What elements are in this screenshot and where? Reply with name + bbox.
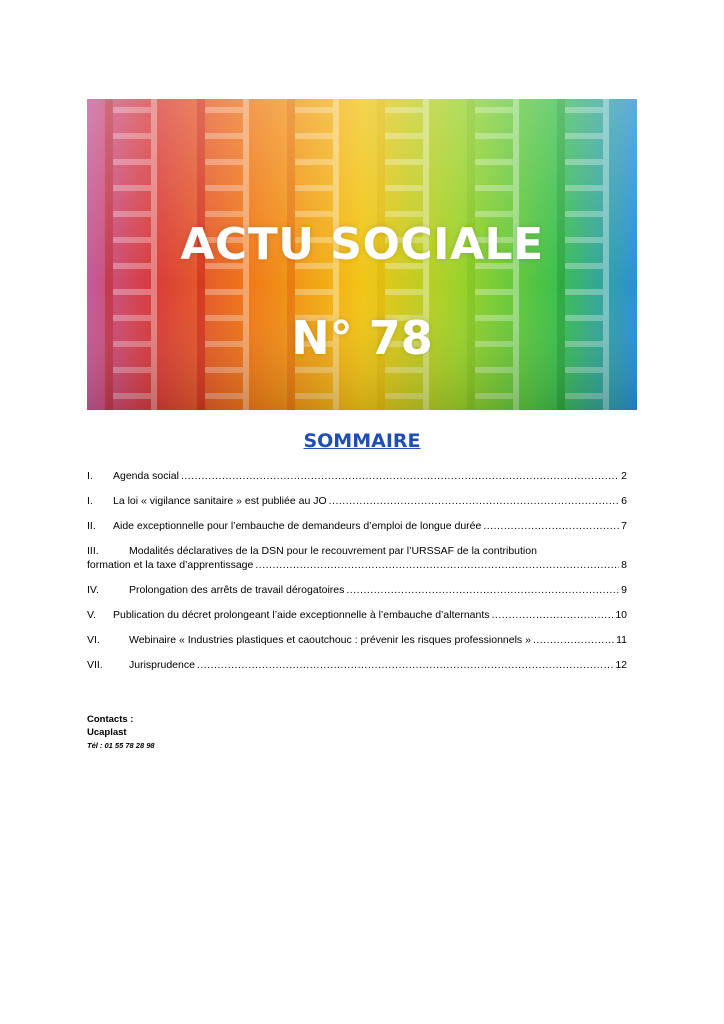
- toc-item[interactable]: [87, 584, 637, 597]
- toc-number: VII.: [87, 659, 103, 671]
- toc-item[interactable]: [87, 544, 637, 572]
- toc-title: Prolongation des arrêts de travail dérogatoires: [129, 584, 345, 596]
- toc-leader: [329, 495, 620, 508]
- toc-number: IV.: [87, 584, 99, 596]
- contacts-organization: Ucaplast: [87, 727, 127, 738]
- contacts-label: Contacts :: [87, 714, 134, 725]
- toc-number: II.: [87, 520, 96, 532]
- toc-item[interactable]: [87, 609, 637, 622]
- toc-leader: [346, 584, 619, 597]
- toc-number: V.: [87, 609, 96, 621]
- toc-leader: [255, 559, 619, 572]
- toc-number: III.: [87, 545, 99, 557]
- toc-title: Aide exceptionnelle pour l’embauche de demandeurs d’emploi de longue durée: [113, 520, 482, 532]
- sommaire-heading: SOMMAIRE: [303, 430, 421, 452]
- toc-page: 7: [621, 520, 627, 532]
- toc-leader: [197, 659, 613, 672]
- toc-title: Agenda social: [113, 470, 179, 482]
- toc-leader: [181, 470, 619, 483]
- toc-page: 10: [615, 609, 627, 621]
- toc-item[interactable]: [87, 520, 637, 533]
- toc-item[interactable]: [87, 470, 637, 483]
- toc-number: I.: [87, 495, 93, 507]
- toc-leader: [492, 609, 614, 622]
- cover-title: ACTU SOCIALE: [180, 219, 544, 270]
- toc-title: Modalités déclaratives de la DSN pour le recouvrement par l’URSSAF de la contribution: [129, 545, 537, 557]
- contacts-phone: Tél : 01 55 78 28 98: [87, 741, 155, 750]
- contacts-block: [87, 713, 155, 752]
- toc-title: Jurisprudence: [129, 659, 195, 671]
- toc-item[interactable]: [87, 659, 637, 672]
- toc-number: VI.: [87, 634, 100, 646]
- toc-title: Webinaire « Industries plastiques et caoutchouc : prévenir les risques professionnels »: [129, 634, 531, 646]
- toc-page: 11: [616, 634, 627, 646]
- toc-title: La loi « vigilance sanitaire » est publiée au JO: [113, 495, 327, 507]
- toc-leader: [533, 634, 614, 647]
- toc-page: 6: [621, 495, 627, 507]
- toc-number: I.: [87, 470, 93, 482]
- table-of-contents: [87, 462, 637, 672]
- toc-title: Publication du décret prolongeant l’aide exceptionnelle à l’embauche d’alternants: [113, 609, 490, 621]
- toc-page: 8: [621, 559, 627, 571]
- toc-title-continued: formation et la taxe d’apprentissage: [87, 559, 254, 571]
- toc-page: 12: [615, 659, 627, 671]
- cover-image: [87, 99, 637, 410]
- toc-item[interactable]: [87, 495, 637, 508]
- toc-leader: [483, 520, 619, 533]
- toc-item[interactable]: [87, 634, 637, 647]
- issue-number: N° 78: [291, 311, 433, 365]
- toc-page: 2: [621, 470, 627, 482]
- toc-page: 9: [621, 584, 627, 596]
